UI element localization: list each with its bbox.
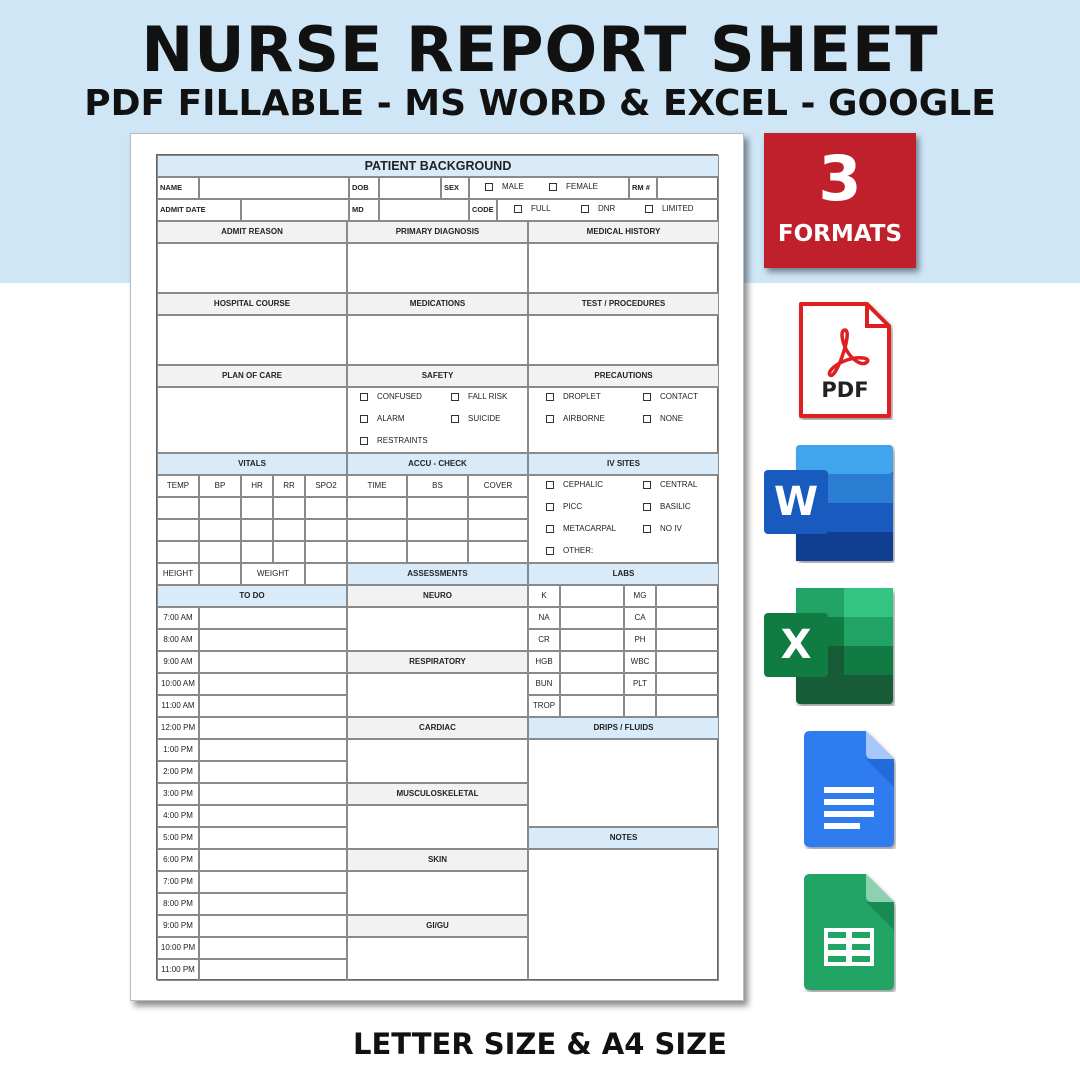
todo-input[interactable]	[199, 607, 347, 629]
assessment-body[interactable]	[347, 673, 528, 717]
vitals-cell[interactable]	[157, 541, 199, 563]
sex-female-checkbox-label: FEMALE	[566, 182, 599, 191]
report-sheet-preview	[130, 133, 744, 1001]
lab-input[interactable]	[656, 607, 719, 629]
accu-cell[interactable]	[347, 541, 407, 563]
assessment-body[interactable]	[347, 871, 528, 915]
plan-of-care-body[interactable]	[157, 387, 347, 453]
todo-input[interactable]	[199, 783, 347, 805]
lab-input[interactable]	[656, 585, 719, 607]
lab-label-right: MG	[624, 585, 656, 607]
checkbox[interactable]	[643, 481, 651, 489]
sex-female-checkbox[interactable]	[549, 182, 598, 191]
vitals-cell[interactable]	[241, 497, 273, 519]
accu-cell[interactable]	[468, 519, 528, 541]
lab-empty	[624, 695, 656, 717]
todo-input[interactable]	[199, 827, 347, 849]
drips-header: DRIPS / FLUIDS	[528, 717, 719, 739]
admit-date-input[interactable]	[241, 199, 349, 221]
assessment-header-3: MUSCULOSKELETAL	[347, 783, 528, 805]
section-header-s3-0: PLAN OF CARE	[157, 365, 347, 387]
assessment-body[interactable]	[347, 739, 528, 783]
code-label: CODE	[469, 199, 497, 221]
code-full-checkbox-label: FULL	[531, 204, 551, 213]
notes-header: NOTES	[528, 827, 719, 849]
todo-input[interactable]	[199, 695, 347, 717]
todo-input[interactable]	[199, 761, 347, 783]
accu-cell[interactable]	[468, 497, 528, 519]
vitals-cell[interactable]	[199, 519, 241, 541]
time-label: 11:00 AM	[157, 695, 199, 717]
checkbox[interactable]	[643, 393, 651, 401]
todo-input[interactable]	[199, 849, 347, 871]
rm-label: RM #	[629, 177, 657, 199]
section-body-0-1[interactable]	[347, 243, 528, 293]
section-header-s1-2: MEDICAL HISTORY	[528, 221, 719, 243]
assessment-body[interactable]	[347, 607, 528, 651]
iv-basilic-checkbox[interactable]	[643, 502, 691, 511]
vitals-cell[interactable]	[157, 497, 199, 519]
time-label: 6:00 PM	[157, 849, 199, 871]
weight-label: WEIGHT	[241, 563, 305, 585]
lab-label-right: CA	[624, 607, 656, 629]
accu-cell[interactable]	[407, 497, 468, 519]
section-header-s2-2: TEST / PROCEDURES	[528, 293, 719, 315]
lab-label-right: PH	[624, 629, 656, 651]
safety-fall-risk-checkbox[interactable]	[451, 392, 507, 401]
section-header-s4-0: VITALS	[157, 453, 347, 475]
sex-label: SEX	[441, 177, 469, 199]
code-full-checkbox[interactable]	[514, 204, 551, 213]
todo-header: TO DO	[157, 585, 347, 607]
section-header-s1-1: PRIMARY DIAGNOSIS	[347, 221, 528, 243]
sex-male-checkbox-label: MALE	[502, 182, 524, 191]
safety-restraints-checkbox[interactable]	[360, 436, 428, 445]
google-sheets-icon	[804, 872, 896, 992]
accu-cell[interactable]	[347, 497, 407, 519]
section-header-s4-1: ACCU - CHECK	[347, 453, 528, 475]
iv-cephalic-checkbox-label: CEPHALIC	[563, 480, 604, 489]
rm-input[interactable]	[657, 177, 719, 199]
height-input[interactable]	[199, 563, 241, 585]
lab-label-left: NA	[528, 607, 560, 629]
accu-cell[interactable]	[347, 519, 407, 541]
checkbox[interactable]	[451, 393, 459, 401]
name-label: NAME	[157, 177, 199, 199]
assessment-header-1: RESPIRATORY	[347, 651, 528, 673]
todo-input[interactable]	[199, 959, 347, 981]
vitals-cell[interactable]	[241, 519, 273, 541]
safety-alarm-checkbox[interactable]	[360, 414, 405, 423]
page-title: NURSE REPORT SHEET	[141, 13, 939, 86]
todo-input[interactable]	[199, 805, 347, 827]
todo-input[interactable]	[199, 937, 347, 959]
checkbox[interactable]	[546, 525, 554, 533]
checkbox[interactable]	[549, 183, 557, 191]
precaution-droplet-checkbox[interactable]	[546, 392, 601, 401]
code-dnr-checkbox-label: DNR	[598, 204, 616, 213]
vitals-cell[interactable]	[157, 519, 199, 541]
assessment-body[interactable]	[347, 805, 528, 849]
formats-badge	[764, 133, 916, 268]
time-label: 7:00 PM	[157, 871, 199, 893]
section-body-1-0[interactable]	[157, 315, 347, 365]
vitals-col-2: HR	[241, 475, 273, 497]
lab-label-right: PLT	[624, 673, 656, 695]
section-body-0-0[interactable]	[157, 243, 347, 293]
vitals-col-4: SPO2	[305, 475, 347, 497]
section-header-s3-2: PRECAUTIONS	[528, 365, 719, 387]
accu-cell[interactable]	[407, 519, 468, 541]
page-footer: LETTER SIZE & A4 SIZE	[353, 1027, 727, 1061]
vitals-cell[interactable]	[273, 497, 305, 519]
code-dnr-checkbox[interactable]	[581, 204, 615, 213]
safety-confused-checkbox[interactable]	[360, 392, 422, 401]
iv-metacarpal-checkbox-label: METACARPAL	[563, 524, 617, 533]
vitals-cell[interactable]	[305, 497, 347, 519]
dob-input[interactable]	[379, 177, 441, 199]
checkbox[interactable]	[643, 525, 651, 533]
checkbox[interactable]	[645, 205, 653, 213]
iv-other-checkbox[interactable]	[546, 546, 593, 555]
weight-input[interactable]	[305, 563, 347, 585]
code-limited-checkbox-label: LIMITED	[662, 204, 694, 213]
accu-col-0: TIME	[347, 475, 407, 497]
md-input[interactable]	[379, 199, 469, 221]
todo-input[interactable]	[199, 717, 347, 739]
accu-cell[interactable]	[407, 541, 468, 563]
lab-label-right: WBC	[624, 651, 656, 673]
safety-fall-risk-checkbox-label: FALL RISK	[468, 392, 508, 401]
word-letter: W	[773, 479, 819, 525]
sex-male-checkbox[interactable]	[485, 182, 524, 191]
lab-label-left: TROP	[528, 695, 560, 717]
safety-suicide-checkbox[interactable]	[451, 414, 500, 423]
vitals-cell[interactable]	[199, 497, 241, 519]
lab-input[interactable]	[560, 629, 624, 651]
vitals-cell[interactable]	[199, 541, 241, 563]
iv-no-iv-checkbox-label: NO IV	[660, 524, 682, 533]
accu-col-2: COVER	[468, 475, 528, 497]
safety-confused-checkbox-label: CONFUSED	[377, 392, 422, 401]
pdf-label: PDF	[821, 378, 869, 402]
labs-header: LABS	[528, 563, 719, 585]
section-header-s4-2: IV SITES	[528, 453, 719, 475]
checkbox[interactable]	[360, 393, 368, 401]
word-icon	[763, 443, 895, 563]
vitals-col-1: BP	[199, 475, 241, 497]
section-header-s1-0: ADMIT REASON	[157, 221, 347, 243]
iv-other-checkbox-label: OTHER:	[563, 546, 594, 555]
report-sheet-form	[156, 154, 718, 980]
vitals-cell[interactable]	[305, 541, 347, 563]
section-header-s2-1: MEDICATIONS	[347, 293, 528, 315]
drips-body[interactable]	[528, 739, 719, 827]
vitals-col-3: RR	[273, 475, 305, 497]
checkbox[interactable]	[643, 415, 651, 423]
time-label: 1:00 PM	[157, 739, 199, 761]
assessment-body[interactable]	[347, 937, 528, 981]
time-label: 3:00 PM	[157, 783, 199, 805]
lab-label-left: CR	[528, 629, 560, 651]
time-label: 7:00 AM	[157, 607, 199, 629]
section-header-s2-0: HOSPITAL COURSE	[157, 293, 347, 315]
todo-input[interactable]	[199, 893, 347, 915]
lab-input[interactable]	[560, 607, 624, 629]
assessments-header: ASSESSMENTS	[347, 563, 528, 585]
checkbox[interactable]	[546, 481, 554, 489]
safety-suicide-checkbox-label: SUICIDE	[468, 414, 501, 423]
lab-label-left: BUN	[528, 673, 560, 695]
checkbox[interactable]	[546, 503, 554, 511]
time-label: 11:00 PM	[157, 959, 199, 981]
precaution-airborne-checkbox[interactable]	[546, 414, 605, 423]
google-docs-icon	[804, 729, 896, 849]
sheet-title: PATIENT BACKGROUND	[157, 155, 719, 177]
accu-cell[interactable]	[468, 541, 528, 563]
lab-input[interactable]	[560, 673, 624, 695]
safety-restraints-checkbox-label: RESTRAINTS	[377, 436, 428, 445]
safety-alarm-checkbox-label: ALARM	[377, 414, 405, 423]
code-limited-checkbox[interactable]	[645, 204, 694, 213]
vitals-cell[interactable]	[273, 519, 305, 541]
time-label: 10:00 AM	[157, 673, 199, 695]
lab-input[interactable]	[560, 585, 624, 607]
precaution-contact-checkbox[interactable]	[643, 392, 698, 401]
iv-cephalic-checkbox[interactable]	[546, 480, 603, 489]
checkbox[interactable]	[581, 205, 589, 213]
assessment-header-2: CARDIAC	[347, 717, 528, 739]
time-label: 12:00 PM	[157, 717, 199, 739]
lab-input[interactable]	[560, 695, 624, 717]
checkbox[interactable]	[514, 205, 522, 213]
dob-label: DOB	[349, 177, 379, 199]
iv-basilic-checkbox-label: BASILIC	[660, 502, 691, 511]
checkbox[interactable]	[546, 393, 554, 401]
lab-input[interactable]	[656, 673, 719, 695]
section-body-1-2[interactable]	[528, 315, 719, 365]
checkbox[interactable]	[546, 547, 554, 555]
lab-label-left: HGB	[528, 651, 560, 673]
excel-icon	[763, 586, 895, 706]
todo-input[interactable]	[199, 629, 347, 651]
time-label: 9:00 PM	[157, 915, 199, 937]
md-label: MD	[349, 199, 379, 221]
formats-count: 3	[818, 142, 862, 215]
iv-picc-checkbox[interactable]	[546, 502, 582, 511]
time-label: 8:00 AM	[157, 629, 199, 651]
checkbox[interactable]	[643, 503, 651, 511]
assessment-header-5: GI/GU	[347, 915, 528, 937]
todo-input[interactable]	[199, 871, 347, 893]
todo-input[interactable]	[199, 673, 347, 695]
todo-input[interactable]	[199, 651, 347, 673]
iv-picc-checkbox-label: PICC	[563, 502, 583, 511]
lab-input[interactable]	[656, 629, 719, 651]
checkbox[interactable]	[546, 415, 554, 423]
lab-input[interactable]	[656, 651, 719, 673]
iv-metacarpal-checkbox[interactable]	[546, 524, 616, 533]
accu-col-1: BS	[407, 475, 468, 497]
lab-input[interactable]	[656, 695, 719, 717]
time-label: 4:00 PM	[157, 805, 199, 827]
iv-central-checkbox-label: CENTRAL	[660, 480, 698, 489]
checkbox[interactable]	[360, 415, 368, 423]
precaution-contact-checkbox-label: CONTACT	[660, 392, 699, 401]
time-label: 2:00 PM	[157, 761, 199, 783]
precaution-none-checkbox-label: NONE	[660, 414, 684, 423]
vitals-col-0: TEMP	[157, 475, 199, 497]
time-label: 10:00 PM	[157, 937, 199, 959]
checkbox[interactable]	[485, 183, 493, 191]
assessment-header-0: NEURO	[347, 585, 528, 607]
lab-input[interactable]	[560, 651, 624, 673]
precaution-droplet-checkbox-label: DROPLET	[563, 392, 601, 401]
precaution-airborne-checkbox-label: AIRBORNE	[563, 414, 605, 423]
admit-date-label: ADMIT DATE	[157, 199, 241, 221]
height-label: HEIGHT	[157, 563, 199, 585]
iv-no-iv-checkbox[interactable]	[643, 524, 682, 533]
precaution-none-checkbox[interactable]	[643, 414, 683, 423]
checkbox[interactable]	[360, 437, 368, 445]
time-label: 5:00 PM	[157, 827, 199, 849]
lab-label-left: K	[528, 585, 560, 607]
notes-body[interactable]	[528, 849, 719, 981]
formats-label: FORMATS	[777, 221, 903, 247]
checkbox[interactable]	[451, 415, 459, 423]
excel-letter: X	[780, 622, 812, 668]
iv-central-checkbox[interactable]	[643, 480, 697, 489]
name-input[interactable]	[199, 177, 349, 199]
todo-input[interactable]	[199, 915, 347, 937]
time-label: 9:00 AM	[157, 651, 199, 673]
page-subtitle: PDF FILLABLE - MS WORD & EXCEL - GOOGLE	[84, 83, 996, 124]
vitals-cell[interactable]	[305, 519, 347, 541]
pdf-icon	[797, 300, 893, 420]
vitals-cell[interactable]	[241, 541, 273, 563]
todo-input[interactable]	[199, 739, 347, 761]
section-body-0-2[interactable]	[528, 243, 719, 293]
vitals-cell[interactable]	[273, 541, 305, 563]
section-header-s3-1: SAFETY	[347, 365, 528, 387]
section-body-1-1[interactable]	[347, 315, 528, 365]
assessment-header-4: SKIN	[347, 849, 528, 871]
time-label: 8:00 PM	[157, 893, 199, 915]
